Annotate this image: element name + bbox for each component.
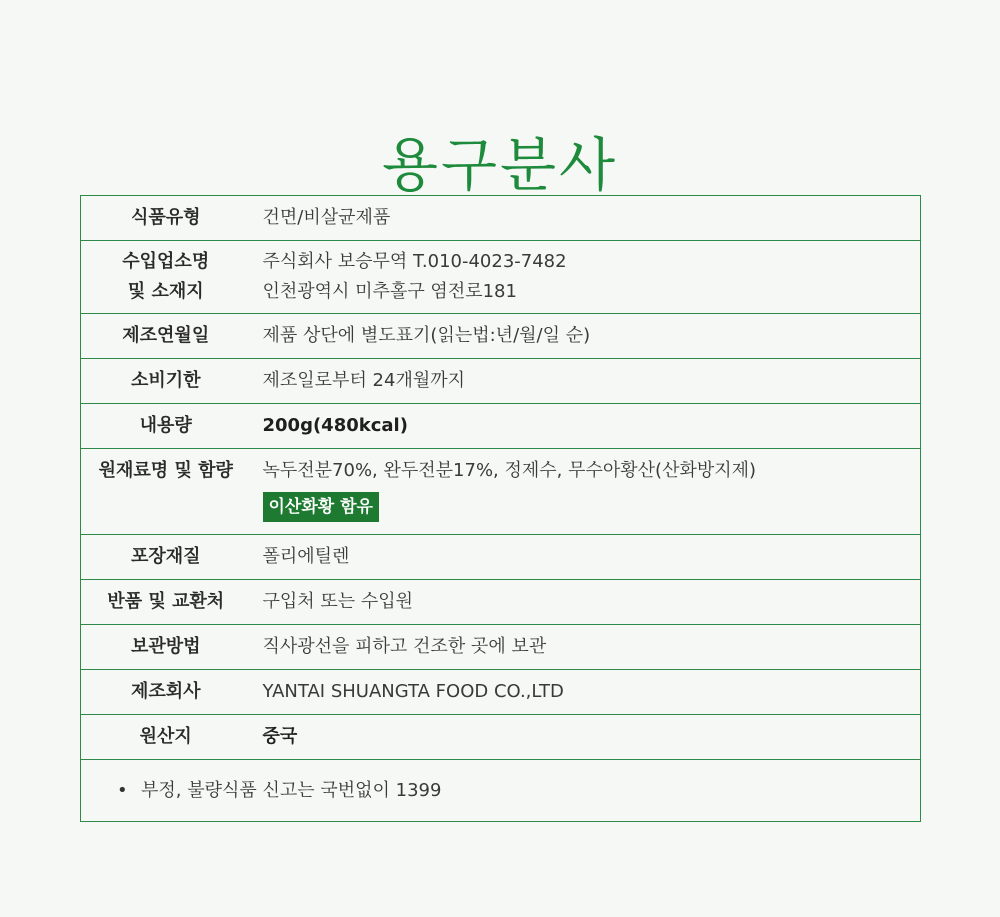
row-origin xyxy=(81,715,921,760)
importer-address: 인천광역시 미추홀구 염전로181 xyxy=(262,281,517,302)
value-origin: 중국 xyxy=(251,715,921,760)
row-manufacture-date xyxy=(81,314,921,359)
label-food-type: 식품유형 xyxy=(81,196,251,241)
label-packaging: 포장재질 xyxy=(81,535,251,580)
value-ingredients: 녹두전분70%, 완두전분17%, 정제수, 무수아황산(산화방지제) 이산화황 함유 xyxy=(251,449,921,535)
value-expiry: 제조일로부터 24개월까지 xyxy=(251,359,921,404)
row-food-type xyxy=(81,196,921,241)
row-net-content xyxy=(81,404,921,449)
value-food-type: 건면/비살균제품 xyxy=(251,196,921,241)
label-expiry: 소비기한 xyxy=(81,359,251,404)
label-importer: 수입업소명 및 소재지 xyxy=(81,241,251,314)
sulfite-warning-badge: 이산화황 함유 xyxy=(263,492,379,522)
label-storage: 보관방법 xyxy=(81,625,251,670)
label-origin: 원산지 xyxy=(81,715,251,760)
importer-name-phone: 주식회사 보승무역 T.010-4023-7482 xyxy=(262,251,567,272)
value-net-content: 200g(480kcal) xyxy=(251,404,921,449)
row-manufacturer xyxy=(81,670,921,715)
label-returns: 반품 및 교환처 xyxy=(81,580,251,625)
row-returns xyxy=(81,580,921,625)
value-returns: 구입처 또는 수입원 xyxy=(251,580,921,625)
label-ingredients: 원재료명 및 함량 xyxy=(81,449,251,535)
bullet-icon: • xyxy=(117,779,128,801)
value-storage: 직사광선을 피하고 건조한 곳에 보관 xyxy=(251,625,921,670)
value-manufacturer: YANTAI SHUANGTA FOOD CO.,LTD xyxy=(251,670,921,715)
value-manufacture-date: 제품 상단에 별도표기(읽는법:년/월/일 순) xyxy=(251,314,921,359)
label-manufacturer: 제조회사 xyxy=(81,670,251,715)
row-expiry xyxy=(81,359,921,404)
row-ingredients xyxy=(81,449,921,535)
row-storage xyxy=(81,625,921,670)
product-info-table xyxy=(80,195,921,822)
label-net-content: 내용량 xyxy=(81,404,251,449)
label-manufacture-date: 제조연월일 xyxy=(81,314,251,359)
product-title: 용구분사 xyxy=(381,130,619,199)
report-notice xyxy=(81,760,921,822)
report-notice-text: 부정, 불량식품 신고는 국번없이 1399 xyxy=(141,779,442,801)
row-notice xyxy=(81,760,921,822)
row-packaging xyxy=(81,535,921,580)
value-packaging: 폴리에틸렌 xyxy=(251,535,921,580)
row-importer xyxy=(81,241,921,314)
value-importer xyxy=(251,241,921,314)
